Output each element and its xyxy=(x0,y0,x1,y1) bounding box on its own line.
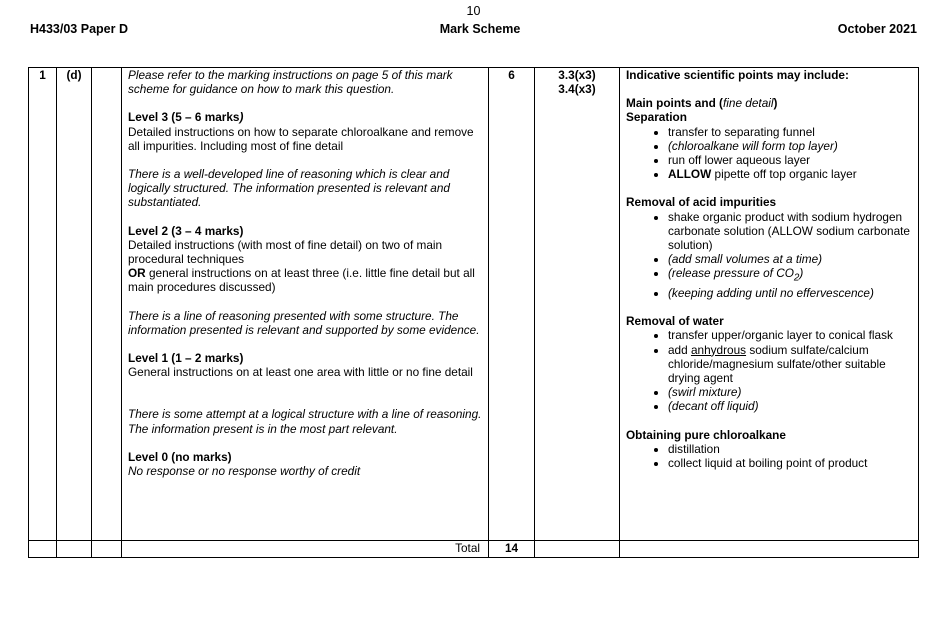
empty-cell xyxy=(92,68,122,541)
level-1-description: General instructions on at least one area with little or no fine detail xyxy=(128,365,473,380)
list-item: • shake organic product with sodium hydrogen carbonate solution (ALLOW sodium carbonate solution) xyxy=(668,210,914,253)
document-title: Mark Scheme xyxy=(439,22,521,36)
list-item: • (swirl mixture) xyxy=(668,385,914,399)
marks-value: 6 xyxy=(489,68,535,541)
level-3-reasoning: There is a well-developed line of reasoning which is clear and logically structured. The information presented is relevant and substantiated. xyxy=(128,167,450,210)
question-row xyxy=(29,68,919,541)
level-2-alternative: OR general instructions on at least three (i.e. little fine detail but all main procedures discussed) xyxy=(128,266,475,295)
level-1-title: Level 1 (1 – 2 marks) xyxy=(128,351,244,366)
water-removal-list xyxy=(626,328,914,413)
guidance-heading: Indicative scientific points may include: xyxy=(626,68,849,82)
level-2-reasoning: There is a line of reasoning presented with some structure. The information presented is relevant and supported by some evidence. xyxy=(128,308,480,337)
total-value: 14 xyxy=(489,541,535,558)
water-removal-heading: Removal of water xyxy=(626,314,724,329)
list-item: • run off lower aqueous layer xyxy=(668,153,914,167)
pure-chloroalkane-heading: Obtaining pure chloroalkane xyxy=(626,427,786,442)
separation-heading: Separation xyxy=(626,110,687,125)
list-item: • (release pressure of $CO_2$) xyxy=(668,266,914,286)
list-item: • ALLOW pipette off top organic layer xyxy=(668,167,914,181)
level-2-title: Level 2 (3 – 4 marks) xyxy=(128,223,244,238)
assessment-objectives: 3.3(x3) 3.4(x3) xyxy=(535,68,620,541)
level-0-title: Level 0 (no marks) xyxy=(128,449,232,464)
list-item: • collect liquid at boiling point of product xyxy=(668,456,914,470)
question-part: (d) xyxy=(57,68,92,541)
guidance-cell xyxy=(620,68,919,541)
level-3-description: Detailed instructions on how to separate chloroalkane and remove all impurities. Including most of fine detail xyxy=(128,124,474,153)
question-number: 1 xyxy=(29,68,57,541)
paper-code: H433/03 Paper D xyxy=(30,22,128,36)
total-row xyxy=(29,541,919,558)
list-item: • (add small volumes at a time) xyxy=(668,252,914,266)
list-item: • (keeping adding until no effervescence) xyxy=(668,286,914,300)
mark-scheme-table xyxy=(28,67,919,558)
level-1-reasoning: There is some attempt at a logical structure with a line of reasoning. The information present is in the most part relevant. xyxy=(128,407,482,436)
list-item: • transfer to separating funnel xyxy=(668,125,914,139)
list-item: • add anhydrous sodium sulfate/calcium chloride/magnesium sulfate/other suitable drying agent xyxy=(668,343,914,386)
list-item: • (chloroalkane will form top layer) xyxy=(668,139,914,153)
level-0-description: No response or no response worthy of credit xyxy=(128,464,361,479)
pure-chloroalkane-list xyxy=(626,442,914,470)
main-points-heading: Main points and (fine detail) xyxy=(626,96,778,111)
list-item: • distillation xyxy=(668,442,914,456)
exam-date: October 2021 xyxy=(837,22,917,36)
list-item: • (decant off liquid) xyxy=(668,399,914,413)
level-3-title: Level 3 (5 – 6 marks) xyxy=(128,110,244,125)
total-label: Total xyxy=(122,541,489,558)
separation-list xyxy=(626,125,914,182)
acid-impurities-list xyxy=(626,210,914,301)
list-item: • transfer upper/organic layer to conical flask xyxy=(668,328,914,342)
answer-cell xyxy=(122,68,489,541)
acid-impurities-heading: Removal of acid impurities xyxy=(626,195,777,210)
marking-instructions: Please refer to the marking instructions on page 5 of this mark scheme for guidance on how to mark this question. xyxy=(128,68,453,97)
level-2-description: Detailed instructions (with most of fine detail) on two of main procedural techniques xyxy=(128,237,443,267)
page-number: 10 xyxy=(466,4,481,18)
